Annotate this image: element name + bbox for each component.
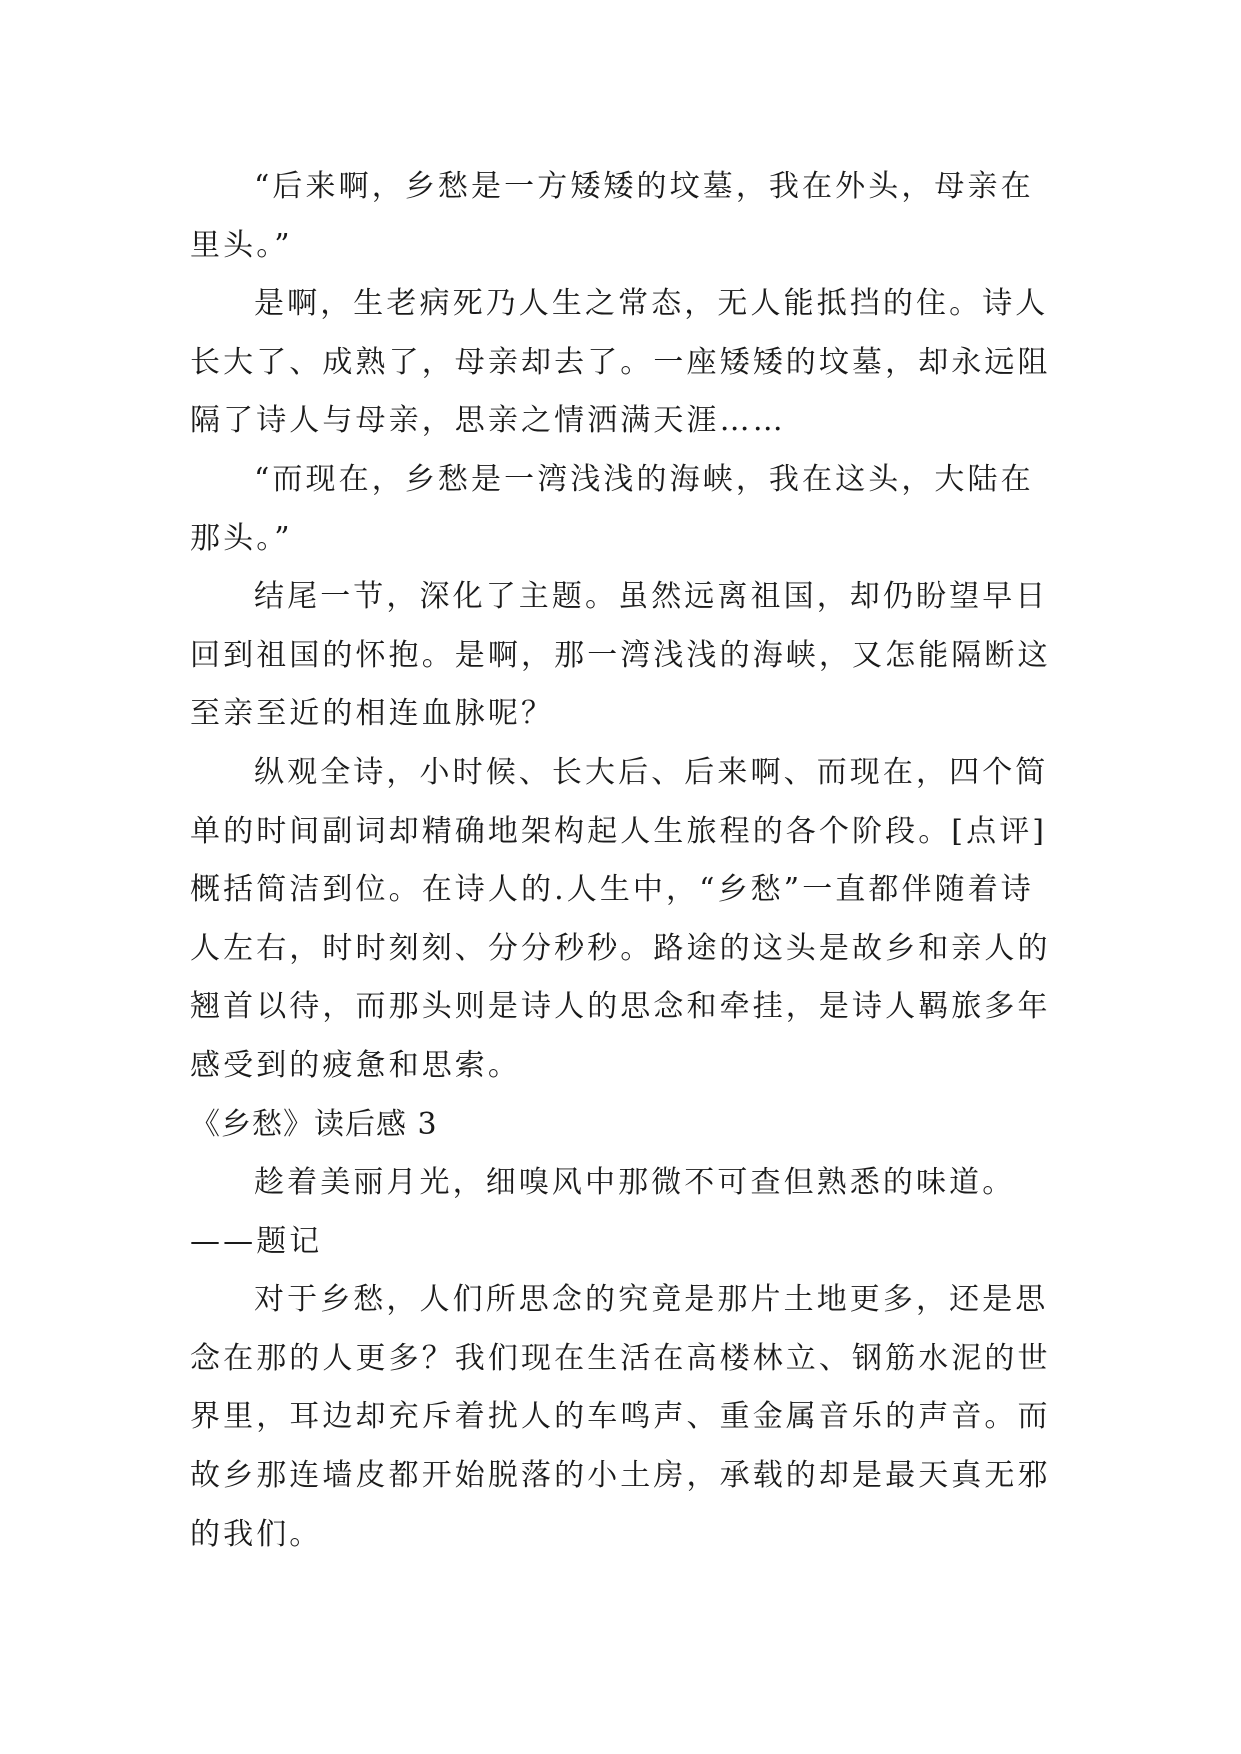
text-line: 翘首以待，而那头则是诗人的思念和牵挂，是诗人羁旅多年 (190, 989, 1051, 1025)
text-line: 单的时间副词却精确地架构起人生旅程的各个阶段。[点评] (190, 813, 1048, 849)
epigraph-attribution: ——题记 (190, 1223, 323, 1259)
text-line: 隔了诗人与母亲，思亲之情洒满天涯…… (190, 403, 786, 439)
text-line: 的我们。 (190, 1516, 323, 1552)
text-line: 是啊，生老病死乃人生之常态，无人能抵挡的住。诗人 (254, 286, 1049, 322)
text-line: 概括简洁到位。在诗人的.人生中，“乡愁”一直都伴随着诗 (190, 872, 1034, 908)
text-line: 人左右，时时刻刻、分分秒秒。路途的这头是故乡和亲人的 (190, 930, 1051, 966)
text-line: 里头。” (190, 227, 293, 263)
text-line: 感受到的疲惫和思索。 (190, 1047, 521, 1083)
text-line: 回到祖国的怀抱。是啊，那一湾浅浅的海峡，又怎能隔断这 (190, 637, 1051, 673)
document-page (190, 158, 1054, 1564)
text-line: 至亲至近的相连血脉呢？ (190, 696, 555, 732)
text-line: 长大了、成熟了，母亲却去了。一座矮矮的坟墓，却永远阻 (190, 344, 1051, 380)
section-heading: 《乡愁》读后感 3 (190, 1106, 438, 1142)
text-line: 纵观全诗，小时候、长大后、后来啊、而现在，四个简 (254, 754, 1049, 790)
text-line: 对于乡愁，人们所思念的究竟是那片土地更多，还是思 (254, 1282, 1049, 1318)
text-line: 那头。” (190, 520, 293, 556)
epigraph-line: 趁着美丽月光，细嗅风中那微不可查但熟悉的味道。 (254, 1165, 1016, 1201)
text-line: “后来啊，乡愁是一方矮矮的坟墓，我在外头，母亲在 (254, 169, 1034, 204)
text-line: “而现在，乡愁是一湾浅浅的海峡，我在这头，大陆在 (254, 461, 1034, 497)
text-line: 故乡那连墙皮都开始脱落的小土房，承载的却是最天真无邪 (190, 1458, 1051, 1494)
text-line: 结尾一节，深化了主题。虽然远离祖国，却仍盼望早日 (254, 579, 1049, 615)
text-line: 界里，耳边却充斥着扰人的车鸣声、重金属音乐的声音。而 (190, 1399, 1051, 1435)
text-line: 念在那的人更多？我们现在生活在高楼林立、钢筋水泥的世 (190, 1340, 1051, 1376)
